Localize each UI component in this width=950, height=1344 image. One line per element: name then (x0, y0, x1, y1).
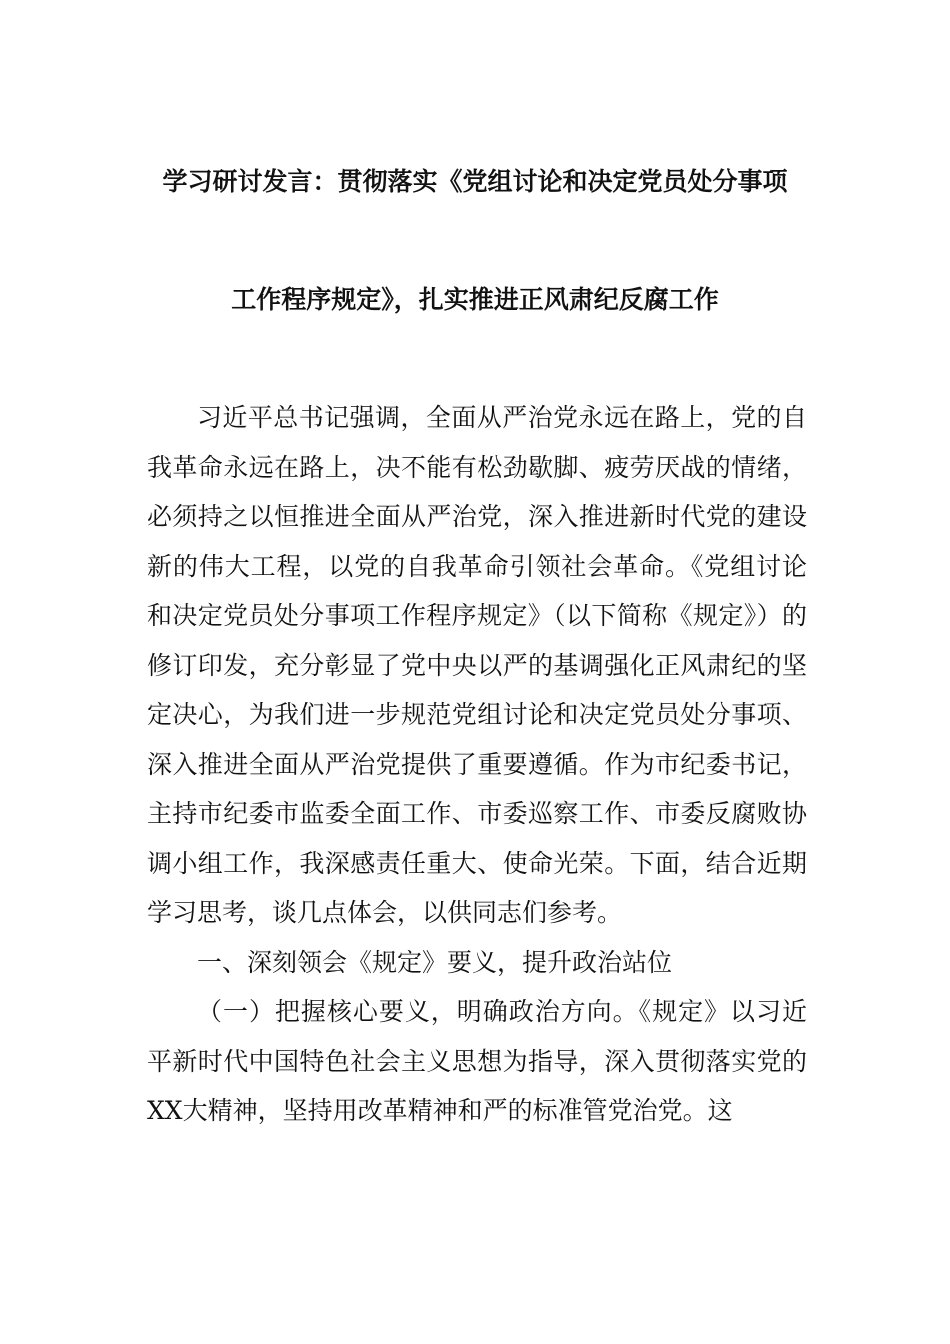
section-heading-1: 一、深刻领会《规定》要义，提升政治站位 (197, 947, 673, 977)
body-paragraph-1-1: （一）把握核心要义，明确政治方向。《规定》以习近平新时代中国特色社会主义思想为指导，深入贯彻落实党的XX大精神，坚持用改革精神和严的标准管党治党。这 (147, 997, 807, 1125)
body-paragraph-intro: 习近平总书记强调，全面从严治党永远在路上，党的自我革命永远在路上，决不能有松劲歇脚、疲劳厌战的情绪，必须持之以恒推进全面从严治党，深入推进新时代党的建设新的伟大工程，以党的自我革命引领社会革命。《党组讨论和决定党员处分事项工作程序规定》（以下简称《规定》）的修订印发，充分彰显了党中央以严的基调强化正风肃纪的坚定决心，为我们进一步规范党组讨论和决定党员处分事项、深入推进全面从严治党提供了重要遵循。作为市纪委书记，主持市纪委市监委全面工作、市委巡察工作、市委反腐败协调小组工作，我深感责任重大、使命光荣。下面，结合近期学习思考，谈几点体会，以供同志们参考。 (147, 403, 807, 927)
document-title-line-2: 工作程序规定》，扎实推进正风肃纪反腐工作 (231, 285, 719, 314)
document-title-line-1: 学习研讨发言：贯彻落实《党组讨论和决定党员处分事项 (162, 167, 788, 196)
document-body (147, 393, 807, 1136)
